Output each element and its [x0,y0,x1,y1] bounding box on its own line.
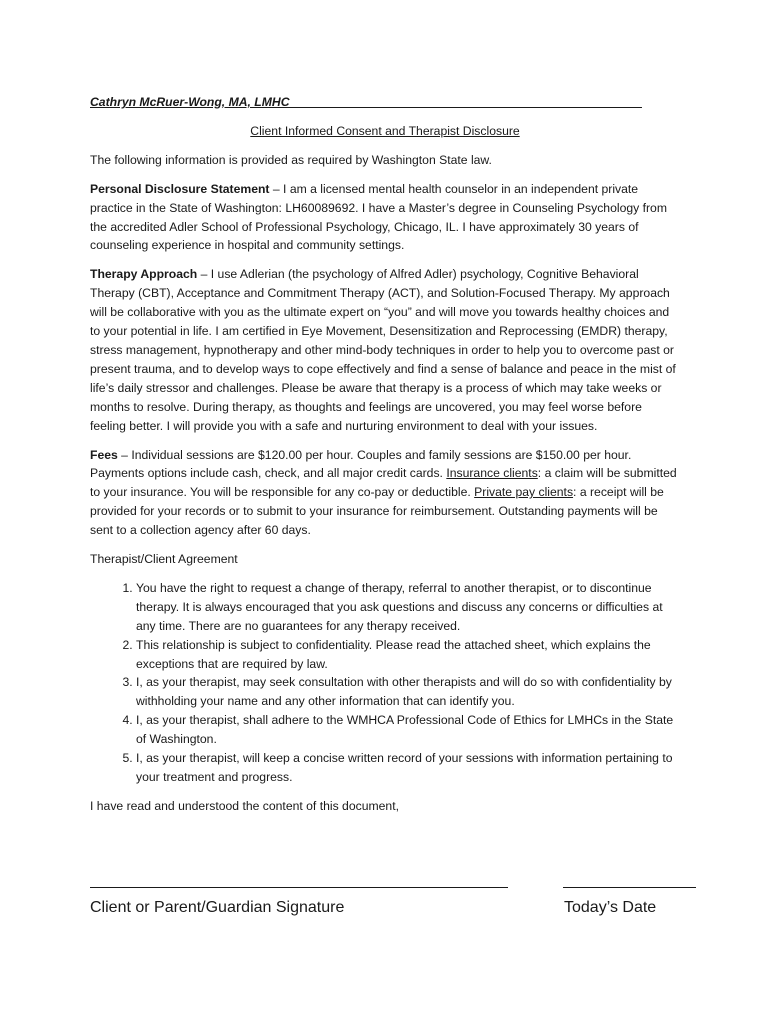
date-line[interactable]: _______________ [563,872,697,889]
therapy-approach-text: – I use Adlerian (the psychology of Alfred Adler) psychology, Cognitive Behavioral Therapy (CBT), Acceptance and Commitment Therapy (ACT), and Solution-Focused Therapy. My approach will be collaborative with you as the ultimate expert on “you” and will move you towards healthy choices and to your potential in life. I am certified in Eye Movement, Desensitization and Reprocessing (EMDR) therapy, stress management, hypnotherapy and other mind-body techniques in order to help you to overcome past or present trauma, and to develop ways to cope effectively and find a sense of balance and peace in the mist of life’s daily stressor and challenges. Please be aware that therapy is a process of which may take weeks or months to resolve. During therapy, as thoughts and feelings are uncovered, you may feel worse before feeling better. I will provide you with a safe and nurturing environment to deal with your issues. [90,267,676,433]
therapy-approach-heading: Therapy Approach [90,267,198,282]
therapy-approach-paragraph [90,265,680,435]
signature-line[interactable]: _______________________________________________ [90,872,509,889]
fees-text-3: : a receipt will be provided for your records or to submit to your insurance for reimbursement. Outstanding payments will be sent to a collection agency after 60 days. [90,485,664,538]
personal-disclosure-text: – I am a licensed mental health counselor in an independent private practice in the State of Washington: LH60089692. I have a Master’s degree in Counseling Psychology from the accredited Adler School of Professional Psychology, Chicago, IL. I have approximately 30 years of counseling experience in hospital and community settings. [90,181,667,253]
personal-disclosure-heading: Personal Disclosure Statement [90,181,270,196]
list-item: 2. This relationship is subject to confidentiality. Please read the attached sheet, which explains the exceptions that are required by law. [136,636,680,674]
list-item: 3. I, as your therapist, may seek consultation with other therapists and will do so with confidentiality by withholding your name and any other information that can identify you. [136,673,680,711]
private-pay-clients-label: Private pay clients [474,485,574,500]
fees-paragraph [90,446,680,541]
agreement-list [90,579,680,787]
fees-text-1: – Individual sessions are $120.00 per hour. Couples and family sessions are $150.00 per hour. Payments options include cash, check, and all major credit cards. [90,447,632,481]
date-label: Today’s Date [564,899,657,916]
acknowledgement-text: I have read and understood the content of this document, [90,798,399,813]
fees-text-2: : a claim will be submitted to your insurance. You will be responsible for any co-pay or deductible. [90,466,677,500]
insurance-clients-label: Insurance clients [446,466,538,481]
list-item: 4. I, as your therapist, shall adhere to the WMHCA Professional Code of Ethics for LMHCs in the State of Washington. [136,711,680,749]
fees-heading: Fees [90,447,118,462]
document-title: Client Informed Consent and Therapist Disclosure [250,123,520,138]
intro-paragraph: The following information is provided as required by Washington State law. [90,152,492,167]
list-item: 5. I, as your therapist, will keep a concise written record of your sessions with information pertaining to your treatment and progress. [136,749,680,787]
agreement-heading: Therapist/Client Agreement [90,552,238,567]
list-item: 1. You have the right to request a change of therapy, referral to another therapist, or to discontinue therapy. It is always encouraged that you ask questions and discuss any concerns or difficulties at any time. There are no guarantees for any therapy received. [136,579,680,636]
signature-label: Client or Parent/Guardian Signature [90,899,345,916]
personal-disclosure-paragraph [90,180,680,256]
therapist-name-header: Cathryn McRuer-Wong, MA, LMHC____________________________________________________ [90,95,642,109]
